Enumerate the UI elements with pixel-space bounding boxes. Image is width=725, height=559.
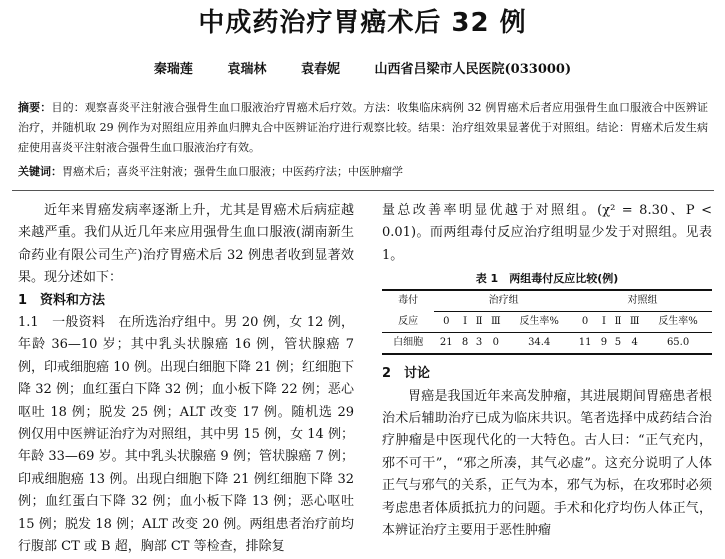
abstract-text: 目的：观察喜炎平注射液合强骨生血口服液治疗胃癌术后疗效。方法：收集临床病例 32 例胃癌术后者应用强骨生血口服液合中医辨证治疗，并随机取 29 例作为对照组应用养血归脾丸合中医辨证治疗进行观察比较。结果：治疗组效果显著优于对照组。结论：胃癌术后发生病症使用喜炎平注射液合强骨生血口服液治疗有效。: [18, 101, 708, 154]
page-title: 中成药治疗胃癌术后 32 例: [198, 8, 527, 38]
table-row-label: 白细胞: [382, 333, 434, 355]
table-subheader: Ⅰ: [463, 316, 468, 328]
table-cell: 4: [625, 333, 644, 355]
author-1: 秦瑞莲: [153, 62, 193, 77]
result-paragraph: 量总改善率明显优越于对照组。(χ² = 8.30、P < 0.01)。而两组毒付反应治疗组明显少发于对照组。见表 1。: [382, 203, 712, 263]
intro-paragraph: 近年来胃癌发病率逐渐上升，尤其是胃癌术后病症越来越严重。我们从近几年来应用强骨生血口服液(湖南新生命药业有限公司生产)治疗胃癌术后 32 例患者收到显著效果。现分述如下：: [18, 203, 354, 286]
header-divider: [12, 190, 714, 191]
table-row: [382, 333, 712, 355]
table-cell: 34.4: [505, 333, 573, 355]
table-cell: 3: [472, 333, 486, 355]
table-subheader: 0: [581, 316, 589, 328]
table-subheader: Ⅲ: [629, 316, 640, 328]
table-subheader: 反生率%: [658, 316, 698, 328]
table-group-treatment: 治疗组: [434, 290, 573, 312]
side-effect-table: [382, 289, 712, 355]
section-heading-2: 2 讨论: [382, 366, 431, 382]
table-header-label-2: 反应: [398, 315, 419, 327]
table-cell: 0: [486, 333, 505, 355]
author-line: [0, 61, 725, 79]
method-paragraph: 1.1 一般资料 在所选治疗组中。男 20 例，女 12 例，年龄 36—10 岁；其中乳头状腺癌 16 例，管状腺癌 7 例，印戒细胞癌 10 例。出现白细胞下降 21 例；红细胞下降 32 例；血红蛋白下降 32 例；血小板下降 22 例；恶心呕吐 18 例；脱发 25 例；ALT 改变 17 例。随机选 29 例仅用中医辨证治疗为对照组，其中男 15 例，女 14 例；年龄 33—69 岁。其中乳头状腺癌 9 例；管状腺癌 7 例；印戒细胞癌 13 例。出现白细胞下降 21 例红细胞下降 32 例；血红蛋白下降 32 例；血小板下降 13 例；恶心呕吐 15 例；脱发 18 例；ALT 改变 20 例。两组患者治疗前均行腹部 CT 或 B 超，胸部 CT 等检查，排除复: [18, 315, 354, 555]
table-title: 表 1 两组毒付反应比较(例): [475, 272, 619, 286]
table-cell: 9: [597, 333, 611, 355]
table-subheader: Ⅱ: [614, 316, 622, 328]
affiliation: 山西省吕梁市人民医院(033000): [374, 62, 572, 77]
table-subheader: Ⅲ: [490, 316, 501, 328]
section-heading-1: 1 资料和方法: [18, 292, 106, 308]
table-cell: 65.0: [644, 333, 712, 355]
keywords: [18, 163, 708, 181]
table-cell: 11: [573, 333, 597, 355]
table-cell: 8: [458, 333, 472, 355]
table-subheader: 反生率%: [519, 316, 559, 328]
discussion-paragraph: 胃癌是我国近年来高发肿瘤，其进展期间胃癌患者根治术后辅助治疗已成为临床共识。笔者选择中成药结合治疗肿瘤是中医现代化的一大特色。古人曰：“正气充内，邪不可干”，“邪之所凑，其气必虚”。这充分说明了人体正气与邪气的关系，正气为本，邪气为标，在攻邪时必须考虑患者体质抵抗力的问题。手术和化疗均伤人体正气，本辨证治疗主要用于恶性肿瘤: [382, 388, 712, 539]
right-column: [382, 200, 712, 542]
author-3: 袁春妮: [300, 62, 340, 77]
table-cell: 5: [611, 333, 625, 355]
table-subheader: Ⅰ: [601, 316, 606, 328]
table-subheader: Ⅱ: [475, 316, 483, 328]
table-header-label-1: 毒付: [382, 290, 434, 312]
keywords-text: 胃癌术后；喜炎平注射液；强骨生血口服液；中医药疗法；中医肿瘤学: [62, 165, 403, 178]
keywords-label: 关键词：: [18, 165, 62, 178]
table-subheader: 0: [443, 316, 450, 328]
author-2: 袁瑞林: [227, 62, 267, 77]
abstract-label: 摘要：: [18, 101, 52, 114]
table-cell: 21: [434, 333, 458, 355]
abstract: [18, 98, 708, 158]
table-group-control: 对照组: [573, 290, 712, 312]
left-column: [18, 200, 354, 559]
